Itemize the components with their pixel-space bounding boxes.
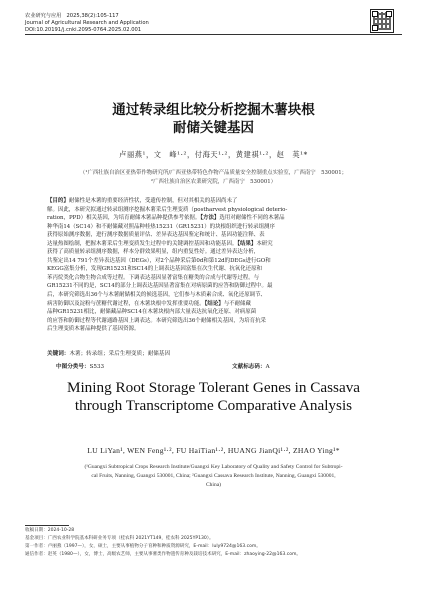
abstract-text: 后生理变质木薯品种提供了基因资源。 (47, 326, 140, 333)
abstract-text: 苯丙烷类化合物生物合成等过程。下调表达基因显著富集在糖类的合成与代谢等过程。与 (47, 274, 260, 281)
abstract-text: 获得原始测序数据，进行测序数据质量评估、差异表达基因鉴定和统计、基因功能注释、表 (47, 232, 265, 239)
abstract-text: ration，PPD）相关基因，为培育耐储木薯品种提供参考依据。 (47, 215, 201, 222)
abstract-line (47, 274, 380, 283)
footnote-received: 收稿日期：2024-10-28 (25, 528, 75, 533)
abstract-text: 选用对耐储性不同的木薯品 (219, 215, 285, 222)
footnote-funding: 基金项目：广西农业科学院基本科研业务专项（桂农科 2021YT149，桂农科 2025YP130）。 (25, 536, 214, 541)
doc-code-value: A (265, 364, 270, 370)
abstract-text: 获得了高质量转录组测序数据，样本分群效果明显，组内重复性好。通过差异表达分析， (47, 249, 260, 256)
keywords-text: 木薯；转录组；采后生理变质；耐储基因 (69, 351, 171, 357)
abstract-section-label: 【目的】 (47, 198, 69, 204)
abstract-text: 的应答和防御过程等代谢通路基因上调表达。本研究筛选出36个耐储相关基因，为培育抗采 (47, 317, 266, 324)
abstract-text: 品种GR15231相比，耐储藏品种SC14在木薯块根内部大量表达抗氧化还原、对病原菌 (47, 309, 257, 316)
abstract-text: 达量热图绘制，把握木薯采后生理变质发生过程中的关键调控基因和功能基因。 (47, 240, 238, 247)
abstract-line (47, 197, 380, 206)
abstract-line (47, 240, 380, 249)
abstract-line (47, 325, 380, 334)
abstract-line (47, 308, 380, 317)
abstract-text: 共鉴定出14 791个差异表达基因（DEGs），对2个品种采后第0d和第12d的DEGs进行GO和 (47, 257, 271, 264)
doi-line: DOI:10.20191/j.cnki.2095-0764.2025.02.001 (25, 27, 142, 33)
title-cn-line-2: 耐储关键基因 (173, 120, 254, 136)
abstract-line (47, 300, 380, 309)
abstract-text: GR15231不同的是，SC14的部分上调表达基因显著富集在对病原菌的应答和防御过程中。最 (47, 283, 273, 290)
clc-number (56, 362, 104, 370)
doc-code-label: 文献标志码： (232, 364, 266, 370)
abstract-text: 后，本研究筛选出36个与木薯耐储相关的候选基因，它们参与木质素合成、氧化还原调节、 (47, 292, 266, 299)
abstract-section-label: 【方法】 (200, 215, 220, 222)
title-en-line-1: Mining Root Storage Tolerant Genes in Cassava (66, 379, 361, 396)
keywords-label: 关键词： (47, 351, 70, 357)
authors-cn: 卢丽燕¹，文 峰¹·²，付海天¹·²，黄建祺¹·²，赵 英¹* (119, 150, 308, 159)
abstract-line (47, 231, 380, 240)
clc-value: S533 (89, 364, 105, 370)
clc-label: 中图分类号： (56, 364, 90, 370)
title-cn-line-1: 通过转录组比较分析挖掘木薯块根 (112, 102, 315, 118)
abstract-text: 种华南14（SC14）和不耐储藏对照品种桂热15231（GR15231）的块根组织进行转录组测序 (47, 223, 275, 230)
affiliation-en-3: China) (206, 482, 221, 488)
abstract-text: 与不耐储藏 (223, 300, 251, 307)
qr-code-icon (370, 9, 394, 33)
authors-en: LU LiYan¹, WEN Feng¹·², FU HaiTian¹·², HUANG JianQi¹·², ZHAO Ying¹* (87, 446, 340, 455)
footnote-first-author: 第一作者：卢丽燕（1997—），女，硕士，主要从事植物分子育种和种质资源研究，E-mail：luly9724@163.com。 (25, 544, 261, 549)
journal-header-en: Journal of Agricultural Research and Application (25, 19, 149, 26)
abstract-text: 病害防御以及淀粉与蔗糖代谢过程，在木薯块根中发挥重要功能。 (47, 300, 205, 307)
abstract-section-label: 【结果】 (237, 240, 257, 247)
abstract-text: 耐储性是木薯的重要经济性状，受遗传控制，但对其相关的基因尚未了 (68, 198, 238, 204)
abstract-line (47, 265, 380, 274)
affiliation-en-2: cal Fruits, Nanning, Guangxi 530001, China; ²Guangxi Cassava Research Institute, Nanning, Guangxi 530001, (91, 473, 336, 479)
footnote-corresponding-author: 通信作者：赵英（1980—），女，博士，高级农艺师，主要从事薯类作物遗传育种及栽培技术研究，E-mail：zhaoying-22@163.com。 (25, 552, 301, 557)
journal-header-cn: 农业研究与应用 2025,38(2):105-117 (25, 13, 119, 19)
abstract-line (47, 257, 380, 266)
abstract-text: 解。因此，本研究拟通过转录组测序挖掘木薯采后生理变质（postharvest physiological deterio- (47, 206, 288, 213)
abstract-line (47, 223, 380, 232)
abstract-text: KEGG富集分析，发现GR15231和SC14的上调表达基因富集在次生代谢、抗氧化还原和 (47, 266, 262, 273)
affiliation-cn-2: ²广西壮族自治区农業研究院，广西南宁 530001） (150, 179, 277, 185)
abstract-text: 本研究 (256, 240, 273, 247)
abstract-line (47, 214, 380, 223)
abstract-line (47, 282, 380, 291)
abstract-line (47, 317, 380, 326)
header-divider (25, 34, 402, 35)
document-code (232, 362, 270, 370)
affiliation-en-1: (¹Guangxi Subtropical Crops Research Institute/Guangxi Key Laboratory of Quality and Safety Control for Subtropi- (84, 464, 343, 470)
abstract-line (47, 291, 380, 300)
abstract-line (47, 248, 380, 257)
footnote-divider (25, 525, 69, 526)
keywords-cn (47, 350, 380, 358)
title-en-line-2: through Transcriptome Comparative Analysis (74, 397, 353, 414)
abstract-section-label: 【结论】 (204, 300, 224, 307)
affiliation-cn-1: （¹广西壮族自治区亚热带作物研究所/广西亚热带特色作物产品质量安全控制重点实验室，广西南宁 530001； (79, 170, 348, 176)
abstract-line (47, 206, 380, 215)
abstract-cn (47, 197, 380, 334)
